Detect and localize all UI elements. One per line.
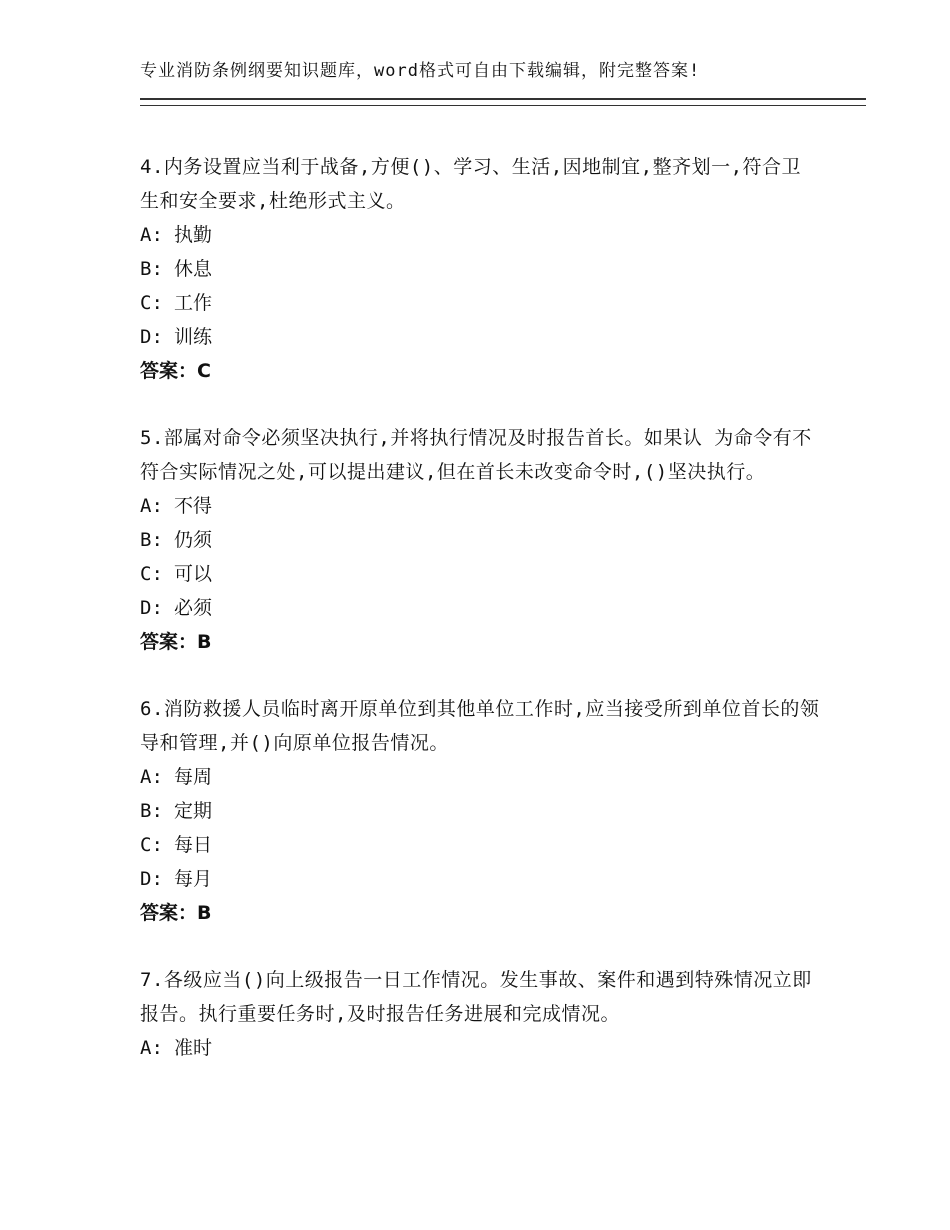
option-c	[140, 286, 820, 320]
option-a	[140, 218, 820, 252]
document-header: 专业消防条例纲要知识题库，word格式可自由下载编辑，附完整答案!	[140, 61, 701, 81]
header-divider	[140, 98, 866, 106]
option-text: 工作	[174, 292, 213, 314]
option-d	[140, 320, 820, 354]
question-text: 6.消防救援人员临时离开原单位到其他单位工作时,应当接受所到单位首长的领导和管理,并()向原单位报告情况。	[140, 698, 820, 754]
option-text: 执勤	[174, 224, 213, 246]
option-letter: C:	[140, 292, 163, 314]
option-c	[140, 828, 820, 862]
option-letter: B:	[140, 258, 163, 280]
option-letter: D:	[140, 326, 163, 348]
option-text: 不得	[174, 495, 213, 517]
option-text: 每月	[174, 868, 213, 890]
question-text: 7.各级应当()向上级报告一日工作情况。发生事故、案件和遇到特殊情况立即报告。执行重要任务时,及时报告任务进展和完成情况。	[140, 969, 812, 1025]
option-d	[140, 591, 820, 625]
option-text: 仍须	[174, 529, 213, 551]
question-list	[140, 150, 820, 1098]
option-d	[140, 862, 820, 896]
option-text: 休息	[174, 258, 213, 280]
option-letter: B:	[140, 800, 163, 822]
question-text: 4.内务设置应当利于战备,方便()、学习、生活,因地制宜,整齐划一,符合卫生和安全要求,杜绝形式主义。	[140, 156, 802, 212]
option-b	[140, 523, 820, 557]
option-c	[140, 557, 820, 591]
option-text: 准时	[174, 1037, 213, 1059]
option-letter: A:	[140, 766, 163, 788]
option-text: 每日	[174, 834, 213, 856]
option-letter: C:	[140, 834, 163, 856]
answer-line: 答案：B	[140, 902, 212, 924]
question-5	[140, 421, 820, 659]
option-letter: A:	[140, 224, 163, 246]
answer-line: 答案：C	[140, 360, 211, 382]
option-a	[140, 760, 820, 794]
option-text: 必须	[174, 597, 213, 619]
option-letter: B:	[140, 529, 163, 551]
question-4	[140, 150, 820, 388]
option-text: 训练	[174, 326, 213, 348]
option-a	[140, 1031, 820, 1065]
question-text: 5.部属对命令必须坚决执行,并将执行情况及时报告首长。如果认 为命令有不符合实际情况之处,可以提出建议,但在首长未改变命令时,()坚决执行。	[140, 427, 812, 483]
option-letter: D:	[140, 868, 163, 890]
option-text: 定期	[174, 800, 213, 822]
option-text: 可以	[174, 563, 213, 585]
question-7	[140, 963, 820, 1065]
answer-line: 答案：B	[140, 631, 212, 653]
question-6	[140, 692, 820, 930]
option-b	[140, 252, 820, 286]
option-letter: A:	[140, 495, 163, 517]
option-letter: C:	[140, 563, 163, 585]
option-text: 每周	[174, 766, 213, 788]
option-a	[140, 489, 820, 523]
option-b	[140, 794, 820, 828]
option-letter: A:	[140, 1037, 163, 1059]
option-letter: D:	[140, 597, 163, 619]
